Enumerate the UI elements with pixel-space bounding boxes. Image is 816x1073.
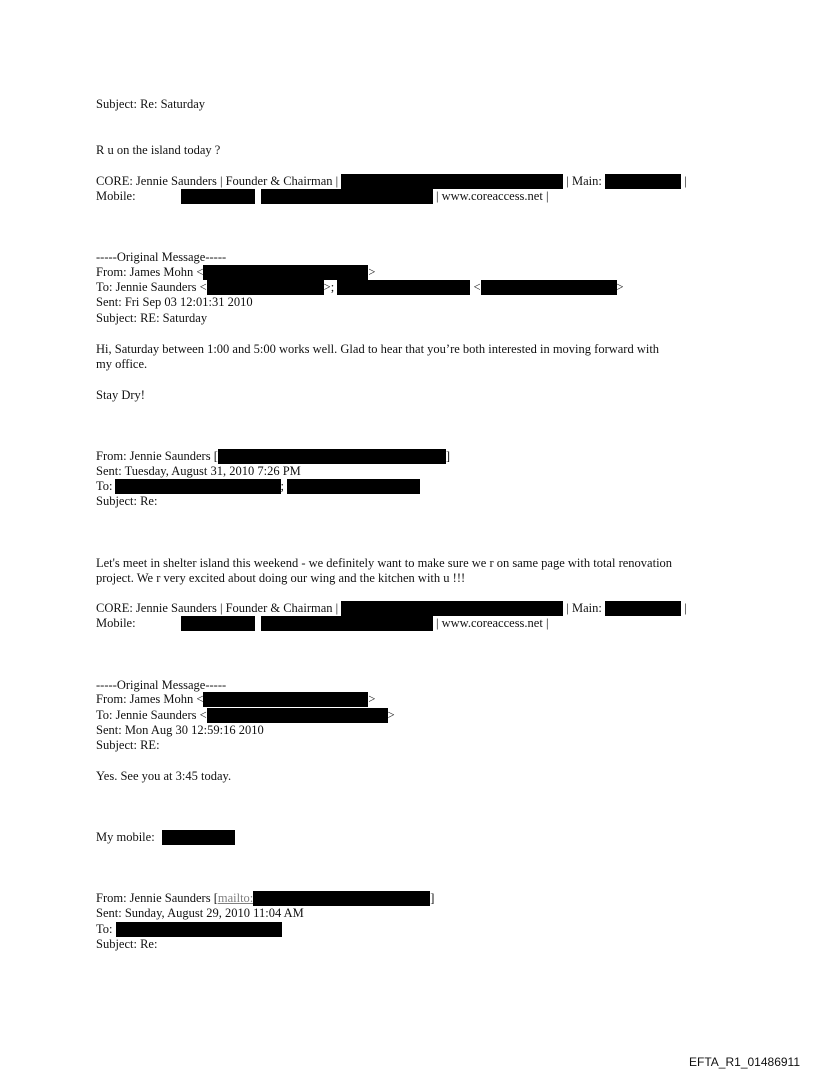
message-text: Stay Dry! [96, 388, 145, 402]
signature-name: CORE: Jennie Saunders | Founder & Chairman | [96, 174, 339, 188]
to-separator: ; [280, 479, 284, 493]
header-sent: Sent: Fri Sep 03 12:01:31 2010 [96, 295, 253, 309]
message-text: Let's meet in shelter island this weekend - we definitely want to make sure we r on same page with total renovation [96, 556, 673, 570]
redaction-block [162, 830, 235, 845]
redaction-block [287, 479, 420, 494]
redaction-block [203, 265, 368, 280]
header-subject: Subject: RE: Saturday [96, 311, 208, 325]
signature-line [96, 189, 548, 204]
to-label: To: [96, 479, 113, 493]
mobile-line [96, 830, 235, 845]
from-suffix: > [368, 692, 376, 706]
header-from [96, 891, 434, 906]
redaction-block [207, 708, 388, 723]
signature-name: CORE: Jennie Saunders | Founder & Chairman | [96, 601, 339, 615]
signature-separator: | [684, 601, 687, 615]
from-suffix: > [368, 265, 376, 279]
signature-line [96, 601, 687, 616]
from-label: From: Jennie Saunders [ [96, 891, 218, 905]
signature-line [96, 174, 687, 189]
header-sent: Sent: Tuesday, August 31, 2010 7:26 PM [96, 464, 301, 478]
header-from [96, 449, 450, 464]
to-bracket: < [473, 280, 481, 294]
to-suffix: > [387, 708, 395, 722]
header-from [96, 265, 375, 280]
signature-mobile-label: Mobile: [96, 189, 136, 203]
redaction-block [337, 280, 470, 295]
to-label: To: Jennie Saunders < [96, 280, 207, 294]
redaction-block [341, 601, 563, 616]
from-label: From: James Mohn < [96, 692, 204, 706]
message-text: R u on the island today ? [96, 143, 221, 157]
redaction-block [261, 616, 433, 631]
signature-website: | www.coreaccess.net | [435, 616, 549, 630]
header-subject: Subject: RE: [96, 738, 160, 752]
original-message-header: -----Original Message----- [96, 250, 227, 264]
header-sent: Sent: Mon Aug 30 12:59:16 2010 [96, 723, 264, 737]
redaction-block [181, 616, 255, 631]
signature-separator: | [684, 174, 687, 188]
to-label: To: [96, 922, 113, 936]
redaction-block [115, 479, 281, 494]
header-subject: Subject: Re: [96, 494, 158, 508]
redaction-block [261, 189, 433, 204]
from-label: From: James Mohn < [96, 265, 204, 279]
signature-website: | www.coreaccess.net | [435, 189, 549, 203]
header-from [96, 692, 375, 707]
from-suffix: ] [445, 449, 451, 463]
document-id: EFTA_R1_01486911 [689, 1055, 800, 1069]
message-text: Yes. See you at 3:45 today. [96, 769, 232, 783]
email-subject: Subject: Re: Saturday [96, 97, 206, 111]
redaction-block [253, 891, 430, 906]
header-subject: Subject: Re: [96, 937, 158, 951]
redaction-block [207, 280, 324, 295]
to-suffix: > [616, 280, 624, 294]
signature-mobile-label: Mobile: [96, 616, 136, 630]
original-message-header: -----Original Message----- [96, 678, 227, 692]
signature-line [96, 616, 548, 631]
mobile-label: My mobile: [96, 830, 155, 844]
message-text: project. We r very excited about doing our wing and the kitchen with u !!! [96, 571, 466, 585]
redaction-block [116, 922, 282, 937]
header-to [96, 280, 624, 295]
from-label: From: Jennie Saunders [ [96, 449, 218, 463]
header-to [96, 479, 420, 494]
to-label: To: Jennie Saunders < [96, 708, 207, 722]
signature-main-label: | Main: [566, 601, 602, 615]
message-text: my office. [96, 357, 148, 371]
signature-main-label: | Main: [566, 174, 602, 188]
header-to [96, 922, 282, 937]
header-sent: Sent: Sunday, August 29, 2010 11:04 AM [96, 906, 304, 920]
redaction-block [605, 174, 681, 189]
to-separator: >; [323, 280, 335, 294]
redaction-block [605, 601, 681, 616]
header-to [96, 708, 395, 723]
redaction-block [481, 280, 617, 295]
message-text: Hi, Saturday between 1:00 and 5:00 works well. Glad to hear that you’re both interested in moving forward with [96, 342, 660, 356]
redaction-block [203, 692, 368, 707]
from-suffix: ] [430, 891, 435, 905]
mailto-link[interactable]: mailto: [217, 891, 254, 905]
redaction-block [218, 449, 446, 464]
redaction-block [341, 174, 563, 189]
redaction-block [181, 189, 255, 204]
